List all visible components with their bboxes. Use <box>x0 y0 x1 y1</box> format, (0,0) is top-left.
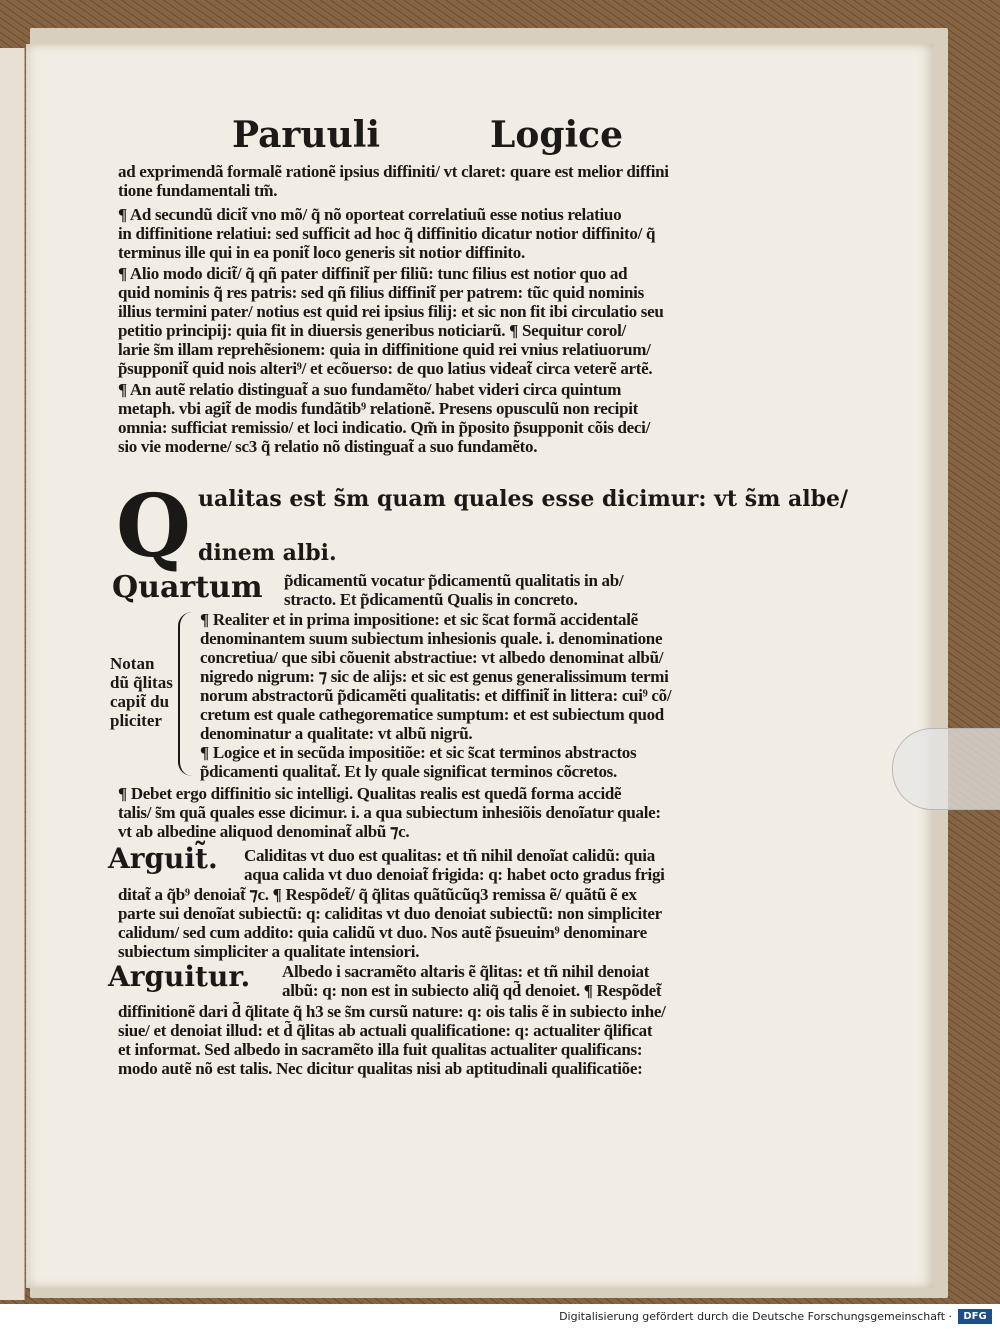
text-line: tione fundamentali tm̃. <box>118 181 278 200</box>
margin-note-line: pliciter <box>110 711 162 730</box>
text-line: metaph. vbi agit̃ de modis fundãtib⁹ relationẽ. Presens opusculũ non recipit <box>118 399 639 418</box>
text-line: parte sui denoĩat subiectũ: q: caliditas vt duo denoiat subiectũ: non simpliciter <box>118 904 662 923</box>
text-line: petitio principij: quia fit in diuersis generibus noticiarũ. ¶ Sequitur corol/ <box>118 321 626 340</box>
text-line: Albedo i sacramẽto altaris ẽ q̃litas: et tñ nihil denoiat <box>282 962 650 981</box>
dfg-logo: DFG <box>958 1309 992 1324</box>
text-line: Caliditas vt duo est qualitas: et tñ nihil denoĩat calidũ: quia <box>244 846 655 865</box>
text-line: concretiua/ que sibi cõuenit abstractiue: vt albedo denominat albũ/ <box>200 648 664 667</box>
text-line: p̃supponit̃ quid nois alteri⁹/ et ecõuerso: de quo latius videat̃ circa veterẽ artẽ. <box>118 359 653 378</box>
plastic-page-tab <box>892 728 1000 810</box>
left-page-edge <box>0 48 25 1300</box>
text-line: quid nominis q̃̃ res patris: sed qñ filius diffinit̃ per patrem: tũc quid nominis <box>118 283 644 302</box>
footer-credit-text: Digitalisierung gefördert durch die Deutsche Forschungsgemeinschaft · <box>559 1310 952 1323</box>
text-line: subiectum simpliciter a qualitate intensiori. <box>118 942 420 961</box>
arguitur-heading: Arguit̃. <box>108 842 218 875</box>
brace-bracket <box>178 612 194 776</box>
text-line: larie s̃m illam reprehẽsionem: quia in diffinitione quid rei vnius relatiuorum/ <box>118 340 651 359</box>
margin-note-line: dũ q̃litas <box>110 673 173 692</box>
text-line: ad exprimendã formalẽ rationẽ ipsius diffiniti/ vt claret: quare est melior diffini <box>118 162 669 181</box>
text-line: p̃dicamenti qualitat̃. Et ly quale significat terminos cõcretos. <box>200 762 617 781</box>
text-line: cretum est quale cathegorematice sumptum: et est subiectum quod <box>200 705 664 724</box>
text-line: modo autẽ nõ est talis. Nec dicitur qualitas nisi ab aptitudinali qualificatiõe: <box>118 1059 643 1078</box>
text-line: talis/ s̃m quã quales esse dicimur. i. a qua subiectum inhesiõis denoĩatur quale: <box>118 803 661 822</box>
text-line: ¶ Logice et in secũda impositiõe: et sic s̃cat terminos abstractos <box>200 743 637 762</box>
text-line: ¶ Realiter et in prima impositione: et sic s̃cat formã accidentalẽ <box>200 610 638 629</box>
text-line: terminus ille qui in ea ponit̃ loco generis sit notior diffinito. <box>118 243 525 262</box>
margin-note-line: capit̃ du <box>110 692 170 711</box>
text-line: ¶ Ad secundũ dicit̃ vno mõ/ q̃ nõ oporteat correlatiuũ esse notius relatiuo <box>118 205 622 224</box>
text-line: p̃dicamentũ vocatur p̃dicamentũ qualitatis in ab/ <box>284 571 624 590</box>
decorated-initial: Q <box>116 476 191 577</box>
text-line: albũ: q: non est in subiecto aliq̃ qd̃ denoiet. ¶ Respõdet̃ <box>282 981 662 1000</box>
text-line: et informat. Sed albedo in sacramẽto illa fuit qualitas actualiter qualificans: <box>118 1040 643 1059</box>
running-head-right: Logice <box>490 114 623 156</box>
funding-footer <box>0 1304 1000 1329</box>
text-line: sio vie moderne/ sc3 q̃ relatio nõ distinguat̃ a suo fundamẽto. <box>118 437 538 456</box>
running-head-left: Paruuli <box>232 114 381 156</box>
text-line: illius termini pater/ notius est quid rei ipsius filij: et sic non fit ibi circulatio seu <box>118 302 664 321</box>
text-line: siue/ et denoiat illud: et d̃ q̃litas ab actuali qualificatione: q: actualiter q̃lificat <box>118 1021 653 1040</box>
text-line: ditat̃ a q̃b⁹ denoiat̃ ⁊c. ¶ Respõdet̃/ q̃ q̃litas quãtũcũq3 remissa ẽ/ quãtũ ẽ ex <box>118 885 637 904</box>
text-line: vt ab albedine aliquod denominat̃ albũ ⁊c. <box>118 822 410 841</box>
text-line: aqua calida vt duo denoiat̃ frigida: q: habet octo gradus frigi <box>244 865 665 884</box>
text-line: denominatur a qualitate: vt albũ nigrũ. <box>200 724 473 743</box>
text-line: ¶ An autẽ relatio distinguat̃ a suo fundamẽto/ habet videri circa quintum <box>118 380 622 399</box>
text-line: calidum/ sed cum addito: quia calidũ vt duo. Nos autẽ p̃sueuim⁹ denominare <box>118 923 647 942</box>
definition-line: dinem albi. <box>198 540 337 566</box>
text-line: diffinitionẽ dari d̃ q̃litate q̃ h3 se s̃m cursũ nature: q: ois talis ẽ in subiecto inhe/ <box>118 1002 666 1021</box>
text-line: in diffinitione relatiui: sed sufficit ad hoc q̃ diffinitio dicatur notior diffinito/ q̃ <box>118 224 656 243</box>
quartum-heading: Quartum <box>112 570 263 605</box>
arguitur-heading: Arguitur. <box>108 960 251 993</box>
definition-line: ualitas est s̃m quam quales esse dicimur: vt s̃m albe/ <box>198 486 849 512</box>
text-line: norum abstractorũ p̃dicamẽti qualitatis: et diffinit̃ in littera: cui⁹ cõ/ <box>200 686 672 705</box>
text-line: ¶ Alio modo dicit̃/ q̃ qñ pater diffinit̃ per filiũ: tunc filius est notior quo ad <box>118 264 628 283</box>
text-line: denominantem suum subiectum inhesionis quale. i. denominatione <box>200 629 663 648</box>
text-line: ¶ Debet ergo diffinitio sic intelligi. Qualitas realis est quedã forma accidẽ <box>118 784 622 803</box>
text-line: nigredo nigrum: ⁊ sic de alijs: et sic est genus generalissimum termi <box>200 667 669 686</box>
margin-note-line: Notan <box>110 654 155 673</box>
text-line: omnia: sufficiat remissio/ et loci indicatio. Qm̃ in p̃posito p̃supponit cõis deci/ <box>118 418 650 437</box>
text-line: stracto. Et p̃dicamentũ Qualis in concreto. <box>284 590 578 609</box>
